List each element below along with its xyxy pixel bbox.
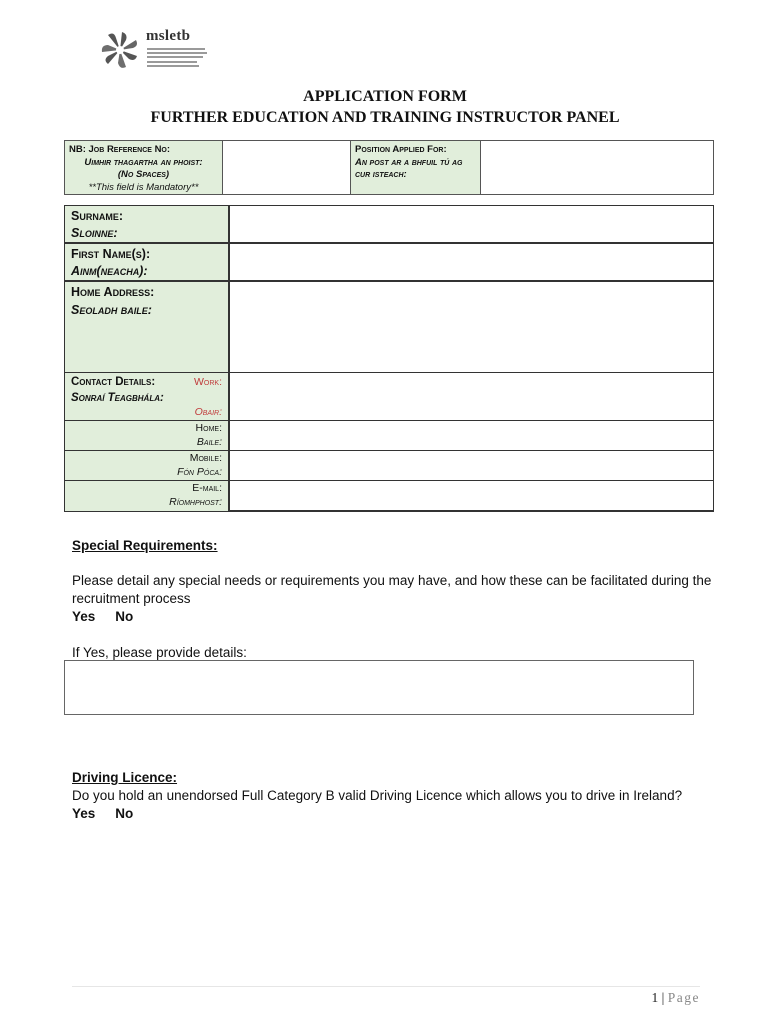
logo-name: msletb bbox=[146, 28, 191, 44]
special-requirements-text-2: recruitment process bbox=[72, 591, 191, 606]
first-name-label: First Name(s): bbox=[71, 247, 151, 261]
page-label: Page bbox=[667, 990, 700, 1005]
home-phone-label: Home: bbox=[195, 422, 222, 434]
surname-input[interactable] bbox=[230, 206, 713, 242]
swirl-logo-icon bbox=[100, 30, 140, 70]
home-address-irish-label: Seoladh baile: bbox=[71, 303, 152, 317]
home-phone-irish-label: Baile: bbox=[196, 436, 222, 448]
position-label: Position Applied For: bbox=[355, 144, 447, 155]
reference-table bbox=[64, 140, 714, 195]
no-spaces-note: (No Spaces) bbox=[117, 169, 170, 180]
personal-details-table bbox=[64, 205, 714, 512]
mandatory-note: **This field is Mandatory** bbox=[88, 181, 199, 193]
logo-tagline bbox=[147, 48, 207, 69]
special-requirements-text-1: Please detail any special needs or requirements you may have, and how these can be facilitated during the bbox=[72, 573, 712, 588]
mobile-label: Mobile: bbox=[189, 452, 222, 464]
email-row bbox=[65, 481, 713, 511]
driving-licence-heading: Driving Licence: bbox=[72, 770, 178, 785]
driving-licence-question: Do you hold an unendorsed Full Category B valid Driving Licence which allows you to drive in Ireland? bbox=[72, 788, 683, 803]
special-no-option[interactable]: No bbox=[115, 609, 134, 624]
special-details-input[interactable] bbox=[64, 660, 694, 715]
driving-yes-no bbox=[72, 806, 133, 821]
page-footer bbox=[652, 990, 700, 1006]
position-irish-1: An post ar a bhfuil tú ag bbox=[355, 156, 463, 168]
page-subtitle: FURTHER EDUCATION AND TRAINING INSTRUCTOR PANEL bbox=[150, 109, 620, 126]
page-title: APPLICATION FORM bbox=[303, 88, 467, 105]
contact-details-irish-label: Sonraí Teagbhála: bbox=[71, 392, 164, 404]
job-reference-input[interactable] bbox=[223, 141, 351, 194]
details-prompt: If Yes, please provide details: bbox=[72, 645, 247, 660]
mobile-input[interactable] bbox=[230, 451, 713, 480]
email-irish-label: Ríomhphost: bbox=[169, 496, 222, 508]
home-phone-row bbox=[65, 421, 713, 451]
mobile-row bbox=[65, 451, 713, 481]
home-address-row bbox=[65, 282, 713, 373]
home-phone-input[interactable] bbox=[230, 421, 713, 450]
footer-divider bbox=[72, 986, 700, 987]
special-yes-no bbox=[72, 609, 133, 624]
surname-label: Surname: bbox=[71, 209, 123, 223]
position-label-cell bbox=[351, 141, 481, 194]
msletb-logo bbox=[100, 28, 210, 72]
work-label: Work: bbox=[194, 376, 222, 388]
driving-yes-option[interactable]: Yes bbox=[72, 806, 96, 821]
job-reference-label-cell bbox=[65, 141, 223, 194]
mobile-irish-label: Fón Póca: bbox=[177, 466, 222, 478]
driving-no-option[interactable]: No bbox=[115, 806, 134, 821]
first-name-input[interactable] bbox=[230, 244, 713, 280]
email-label: E-mail: bbox=[192, 482, 222, 494]
special-yes-option[interactable]: Yes bbox=[72, 609, 96, 624]
position-input[interactable] bbox=[481, 141, 715, 194]
special-requirements-heading: Special Requirements: bbox=[72, 538, 218, 553]
job-reference-label: NB: Job Reference No: bbox=[69, 144, 171, 155]
home-address-input[interactable] bbox=[230, 282, 713, 372]
job-reference-irish: Uimhir thagartha an phoist: bbox=[84, 156, 203, 168]
work-phone-input[interactable] bbox=[230, 373, 713, 420]
surname-irish-label: Sloinne: bbox=[71, 226, 118, 240]
email-input[interactable] bbox=[230, 481, 713, 511]
first-name-row bbox=[65, 244, 713, 282]
page-number: 1 bbox=[651, 990, 659, 1005]
home-address-label: Home Address: bbox=[71, 285, 155, 299]
surname-row bbox=[65, 206, 713, 244]
footer-separator: | bbox=[661, 990, 665, 1005]
position-irish-2: cur isteach: bbox=[355, 169, 407, 180]
first-name-irish-label: Ainm(neacha): bbox=[71, 264, 148, 278]
contact-details-label: Contact Details: bbox=[71, 376, 156, 388]
work-contact-row bbox=[65, 373, 713, 421]
work-irish-label: Obair: bbox=[194, 406, 222, 418]
